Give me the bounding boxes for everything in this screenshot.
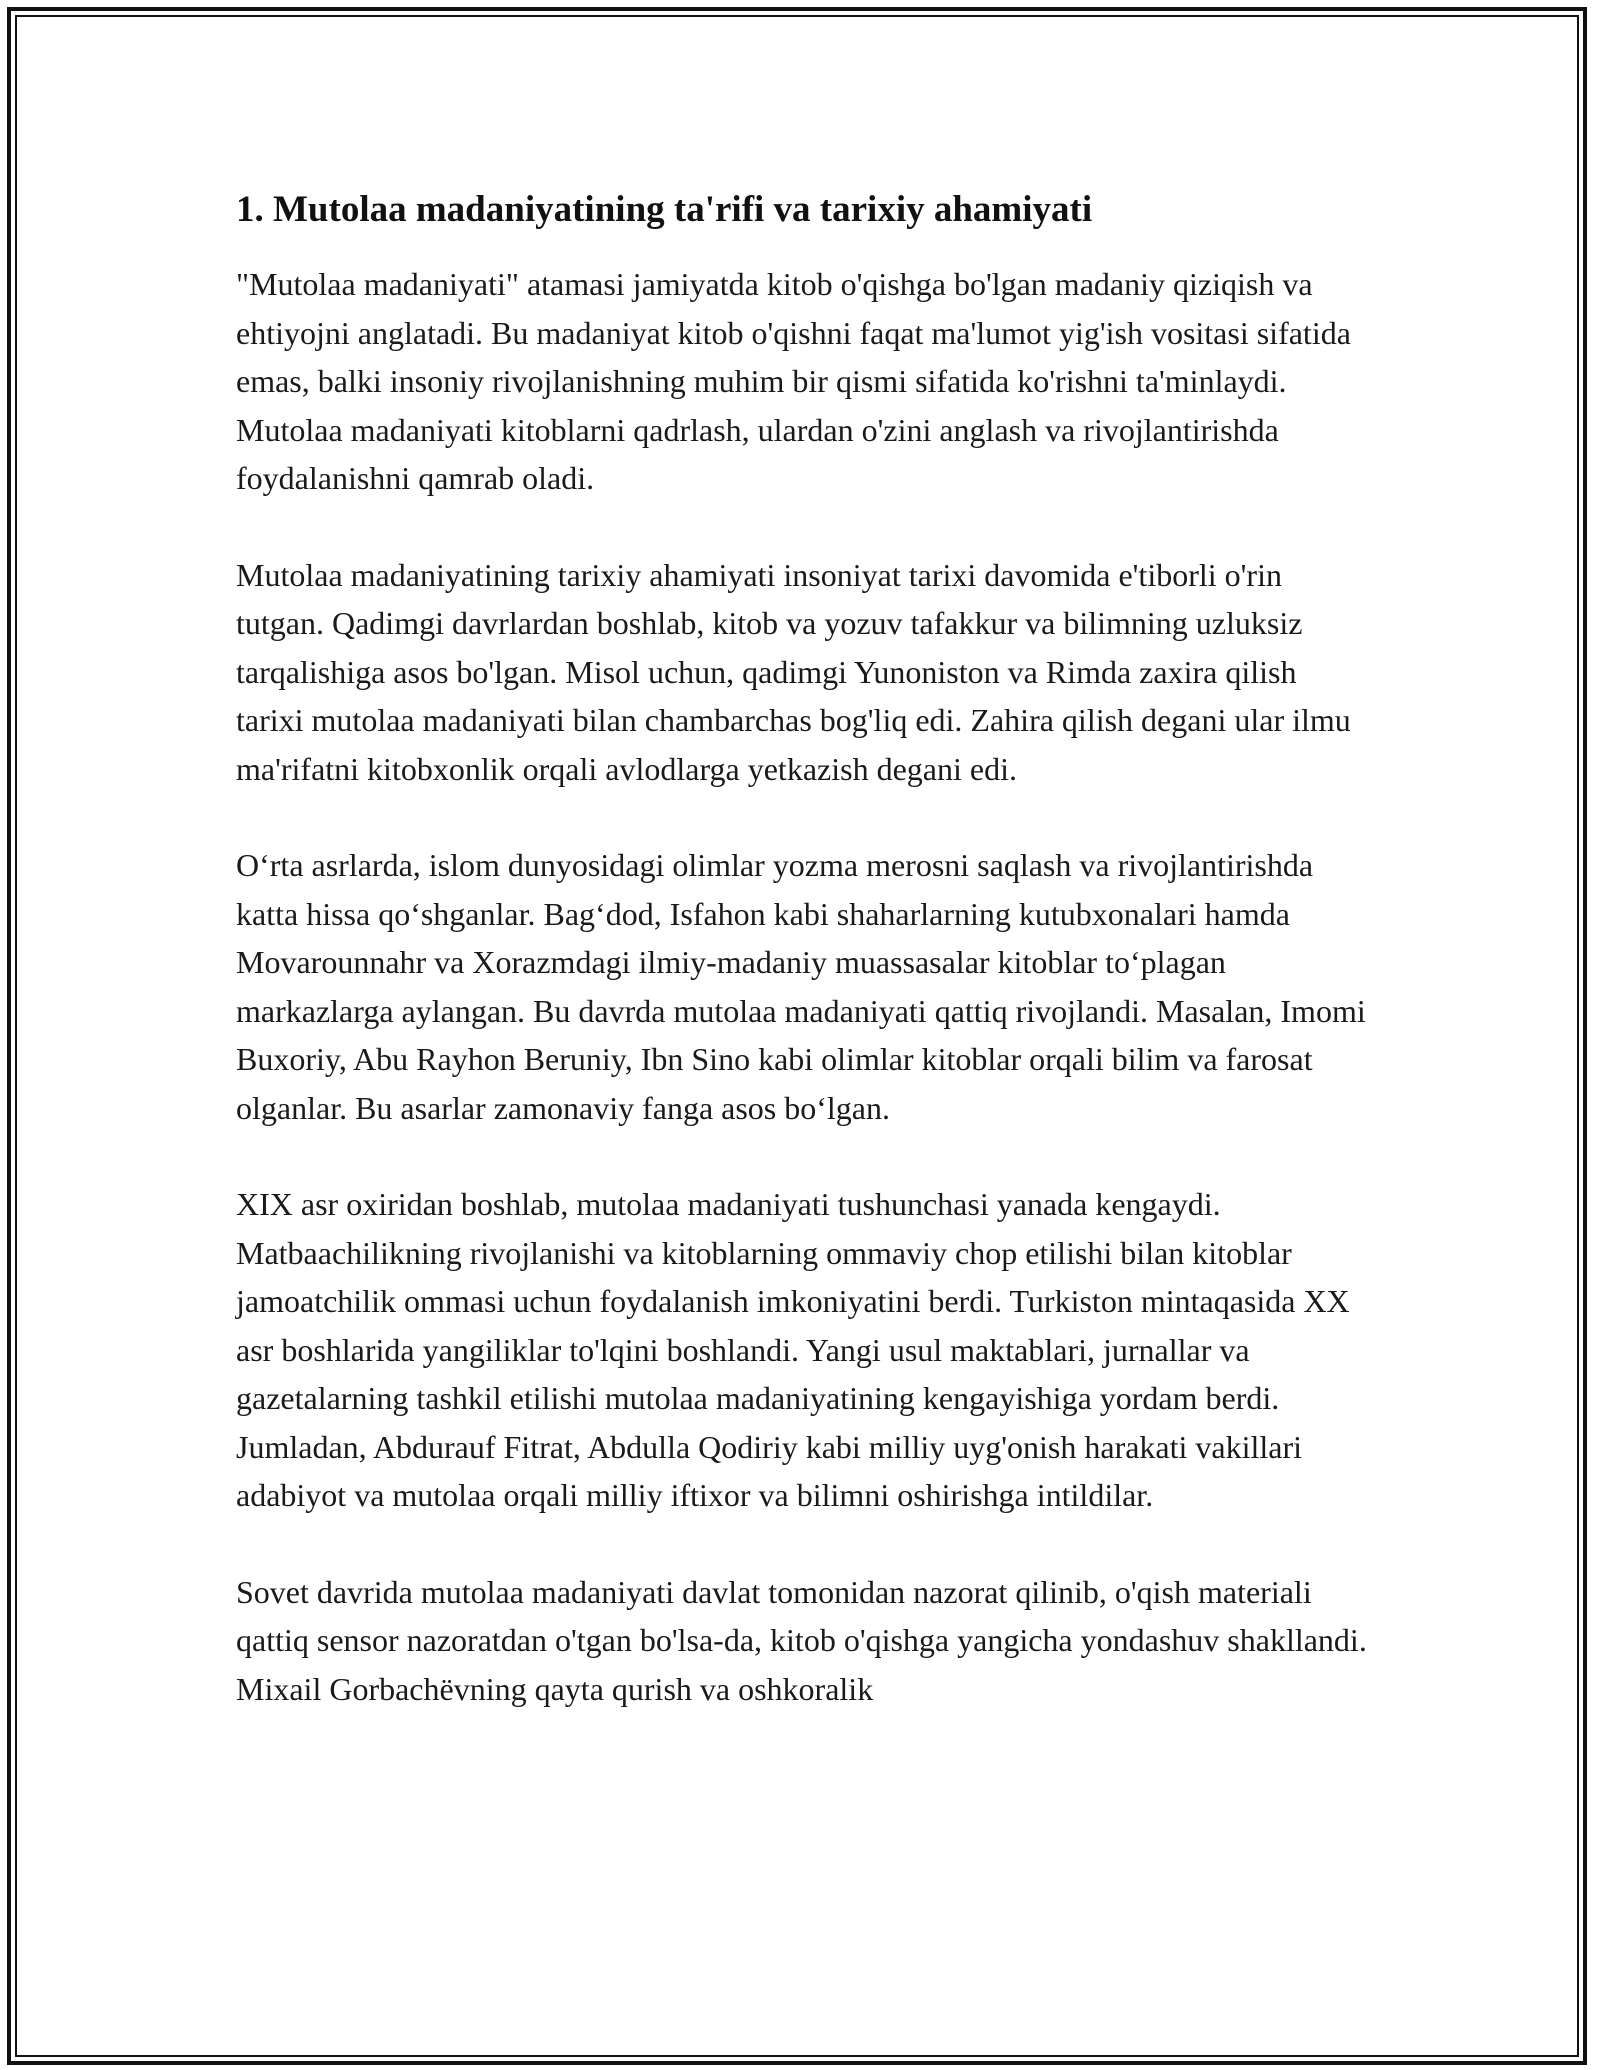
paragraph-19th-century: XIX asr oxiridan boshlab, mutolaa madaniyati tushunchasi yanada kengaydi. Matbaachilikning rivojlanishi va kitoblarning ommaviy chop etilishi bilan kitoblar jamoatchilik ommasi uchun foydalanish imkoniyatini berdi. Turkiston mintaqasida XX asr boshlarida yangiliklar to'lqini boshlandi. Yangi usul maktablari, jurnallar va gazetalarning tashkil etilishi mutolaa madaniyatining kengayishiga yordam berdi. Jumladan, Abdurauf Fitrat, Abdulla Qodiriy kabi milliy uyg'onish harakati vakillari adabiyot va mutolaa orqali milliy iftixor va bilimni oshirishga intildilar. — [236, 1186, 1350, 1513]
paragraph-definition: "Mutolaa madaniyati" atamasi jamiyatda kitob o'qishga bo'lgan madaniy qiziqish va ehtiyojni anglatadi. Bu madaniyat kitob o'qishni faqat ma'lumot yig'ish vositasi sifatida emas, balki insoniy rivojlanishning muhim bir qismi sifatida ko'rishni ta'minlaydi. Mutolaa madaniyati kitoblarni qadrlash, ulardan o'zini anglash va rivojlantirishda foydalanishni qamrab oladi. — [236, 266, 1351, 496]
paragraph-soviet-period: Sovet davrida mutolaa madaniyati davlat tomonidan nazorat qilinib, o'qish materiali qattiq sensor nazoratdan o'tgan bo'lsa-da, kitob o'qishga yangicha yondashuv shakllandi. Mixail Gorbachëvning qayta qurish va oshkoralik — [236, 1573, 1367, 1707]
section-heading: 1. Mutolaa madaniyatining ta'rifi va tarixiy ahamiyati — [236, 189, 1093, 230]
paragraph-historical-significance: Mutolaa madaniyatining tarixiy ahamiyati insoniyat tarixi davomida e'tiborli o'rin tutgan. Qadimgi davrlardan boshlab, kitob va yozuv tafakkur va bilimning uzluksiz tarqalishiga asos bo'lgan. Misol uchun, qadimgi Yunoniston va Rimda zaxira qilish tarixi mutolaa madaniyati bilan chambarchas bog'liq edi. Zahira qilish degani ular ilmu ma'rifatni kitobxonlik orqali avlodlarga yetkazish degani edi. — [236, 556, 1351, 787]
document-body — [236, 186, 1371, 1761]
paragraph-middle-ages: O‘rta asrlarda, islom dunyosidagi olimlar yozma merosni saqlash va rivojlantirishda katta hissa qo‘shganlar. Bag‘dod, Isfahon kabi shaharlarning kutubxonalari hamda Movarounnahr va Xorazmdagi ilmiy-madaniy muassasalar kitoblar to‘plagan markazlarga aylangan. Bu davrda mutolaa madaniyati qattiq rivojlandi. Masalan, Imomi Buxoriy, Abu Rayhon Beruniy, Ibn Sino kabi olimlar kitoblar orqali bilim va farosat olganlar. Bu asarlar zamonaviy fanga asos bo‘lgan. — [236, 847, 1366, 1126]
